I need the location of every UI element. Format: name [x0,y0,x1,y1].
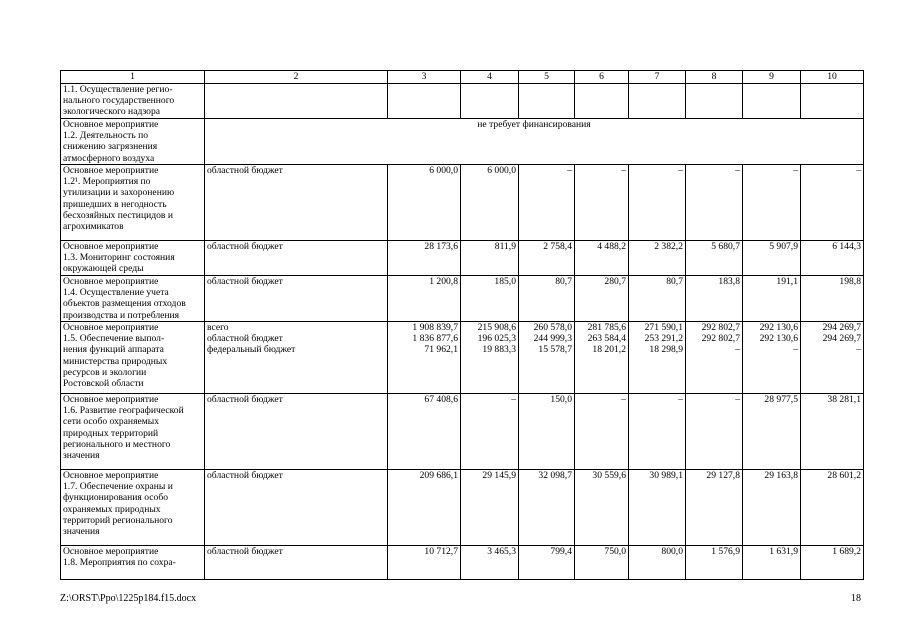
table-header-row [61,71,864,84]
activity-name-cell [61,394,205,470]
activity-name-line: природных территорий [63,427,159,439]
activity-name-cell [61,165,205,241]
merged-note-cell: не требует финансирования [205,119,864,165]
amount-cell [388,276,461,322]
amount-cell [801,322,864,394]
activity-name-cell [61,546,205,580]
amount-cell [629,322,686,394]
amount-value: 750,0 [604,546,626,557]
amount-value: 28 977,5 [764,394,798,405]
amount-value: – [735,165,740,176]
amount-value: – [678,394,683,405]
amount-cell [686,276,743,322]
activity-name-cell [61,276,205,322]
amount-value: 32 098,7 [538,470,572,481]
amount-value: 29 145,9 [482,470,516,481]
activity-name-line: бесхозяйных пестицидов и [63,209,173,221]
column-header: 5 [519,71,575,84]
funding-source-label: всего [207,322,229,333]
table-row [61,546,864,580]
amount-cell [575,84,629,119]
amount-value: 1 689,2 [832,546,861,557]
column-header: 1 [61,71,205,84]
amount-cell [801,276,864,322]
column-header: 4 [461,71,519,84]
activity-name-line: Основное мероприятие [63,394,159,405]
activity-name-line: утилизации и захоронению [63,187,175,199]
amount-cell [519,165,575,241]
column-header: 6 [575,71,629,84]
amount-value: – [621,165,626,176]
activity-name-line: экологического надзора [63,106,161,118]
amount-cell [629,241,686,276]
table-row [61,276,864,322]
amount-value: 80,7 [666,276,683,287]
activity-name-line: охраняемых природных [63,503,161,515]
amount-value: 3 465,3 [487,546,516,557]
amount-value: 294 269,7 [822,322,861,333]
activity-name-line: министерства природных [63,355,168,367]
activity-name-line: ресурсов и экологии [63,366,147,378]
amount-cell [743,394,801,470]
activity-name-line: 1.4. Осуществление учета [63,287,169,299]
amount-cell [801,470,864,546]
amount-cell [743,276,801,322]
amount-cell [519,276,575,322]
amount-value: 2 758,4 [543,241,572,252]
amount-value: 6 000,0 [487,165,516,176]
activity-name-line: значения [63,450,100,462]
amount-cell [686,322,743,394]
amount-value: 215 908,6 [477,322,516,333]
amount-value: 183,8 [718,276,740,287]
amount-value: 799,4 [550,546,572,557]
amount-value: 260 578,0 [533,322,572,333]
amount-cell [575,165,629,241]
funding-source-cell [205,394,388,470]
amount-value: 29 127,8 [706,470,740,481]
amount-value: 1 836 877,6 [412,333,458,345]
column-header: 10 [801,71,864,84]
amount-value: – [856,344,861,356]
activity-name-cell [61,84,205,119]
activity-name-line: Основное мероприятие [63,546,159,557]
amount-cell [575,470,629,546]
amount-cell [801,546,864,580]
amount-cell [519,322,575,394]
amount-value: – [793,165,798,176]
amount-cell [461,394,519,470]
amount-value: 292 802,7 [701,322,740,333]
amount-value: 191,1 [776,276,798,287]
activity-name-line: 1.1. Осуществление регио- [63,84,173,95]
funding-source-label: областной бюджет [207,165,283,176]
funding-source-label: областной бюджет [207,333,283,345]
activity-name-line: Основное мероприятие [63,470,159,481]
table-row [61,119,864,165]
amount-cell [801,84,864,119]
activity-name-line: 1.3. Мониторинг состояния [63,252,175,264]
amount-value: 280,7 [604,276,626,287]
amount-cell [801,394,864,470]
budget-table [60,70,864,580]
funding-source-label: областной бюджет [207,546,283,557]
activity-name-line: Основное мероприятие [63,119,159,130]
funding-source-cell [205,241,388,276]
footer-file-path: Z:\ORST\Ppo\1225p184.f15.docx [60,593,197,604]
amount-cell [629,84,686,119]
amount-value: 185,0 [494,276,516,287]
funding-source-cell [205,546,388,580]
amount-value: 2 382,2 [654,241,683,252]
amount-cell [388,546,461,580]
activity-name-line: агрохимикатов [63,221,124,233]
amount-cell [686,84,743,119]
activity-name-line: Ростовской области [63,378,144,390]
amount-value: – [511,394,516,405]
activity-name-line: Основное мероприятие [63,241,159,252]
amount-cell [743,241,801,276]
amount-cell [575,322,629,394]
funding-source-cell [205,165,388,241]
amount-value: 263 584,4 [587,333,626,345]
amount-value: 198,8 [839,276,861,287]
column-header: 8 [686,71,743,84]
activity-name-line: 1.5. Обеспечение выпол- [63,333,165,345]
amount-cell [743,470,801,546]
amount-cell [461,165,519,241]
activity-name-line: нения функций аппарата [63,344,164,356]
activity-name-cell [61,241,205,276]
amount-value: 800,0 [661,546,683,557]
amount-cell [575,241,629,276]
amount-value: 80,7 [555,276,572,287]
amount-cell [519,241,575,276]
amount-value: 67 408,6 [424,394,458,405]
funding-source-label: областной бюджет [207,470,283,481]
activity-name-line: Основное мероприятие [63,276,159,287]
amount-value: 5 907,9 [769,241,798,252]
table-row [61,84,864,119]
amount-value: 71 962,1 [424,344,458,356]
amount-value: 253 291,2 [644,333,683,345]
activity-name-line: пришедших в негодность [63,198,167,210]
amount-cell [801,241,864,276]
amount-value: 4 488,2 [597,241,626,252]
activity-name-line: атмосферного воздуха [63,152,155,164]
activity-name-line: значения [63,526,100,538]
activity-name-line: 1.7. Обеспечение охраны и [63,481,173,493]
amount-value: – [567,165,572,176]
funding-source-label: областной бюджет [207,394,283,405]
amount-value: – [793,344,798,356]
amount-value: 5 680,7 [711,241,740,252]
amount-cell [461,276,519,322]
amount-value: 38 281,1 [827,394,861,405]
activity-name-line: Основное мероприятие [63,165,159,176]
amount-value: 1 908 839,7 [412,322,458,333]
amount-value: – [856,165,861,176]
amount-cell [686,546,743,580]
activity-name-line: объектов размещения отходов [63,298,186,310]
amount-cell [461,84,519,119]
activity-name-line: 1.2¹. Мероприятия по [63,176,151,188]
activity-name-cell [61,119,205,165]
amount-cell [461,322,519,394]
activity-name-line: Основное мероприятие [63,322,159,333]
funding-source-cell [205,322,388,394]
amount-value: 1 631,9 [769,546,798,557]
amount-cell [575,394,629,470]
amount-value: 30 559,6 [592,470,626,481]
amount-value: 29 163,8 [764,470,798,481]
amount-cell [743,546,801,580]
amount-value: 6 000,0 [429,165,458,176]
amount-cell [629,165,686,241]
amount-cell [686,394,743,470]
amount-cell [743,322,801,394]
amount-cell [388,165,461,241]
activity-name-line: функционирования особо [63,492,169,504]
activity-name-cell [61,322,205,394]
amount-cell [629,394,686,470]
amount-value: – [735,344,740,356]
amount-value: 6 144,3 [832,241,861,252]
activity-name-line: снижению загрязнения [63,141,158,153]
amount-cell [519,546,575,580]
amount-cell [801,165,864,241]
funding-source-label: областной бюджет [207,276,283,287]
amount-cell [388,394,461,470]
amount-cell [388,322,461,394]
amount-cell [629,276,686,322]
amount-value: 209 686,1 [419,470,458,481]
activity-name-line: производства и потребления [63,309,180,321]
amount-value: 244 999,3 [533,333,572,345]
table-row [61,470,864,546]
funding-source-cell [205,276,388,322]
column-header: 3 [388,71,461,84]
activity-name-line: регионального и местного [63,438,171,450]
amount-value: 10 712,7 [424,546,458,557]
amount-cell [461,241,519,276]
amount-value: – [735,394,740,405]
amount-cell [575,546,629,580]
amount-value: 18 298,9 [649,344,683,356]
amount-cell [629,470,686,546]
amount-cell [388,84,461,119]
funding-source-label: областной бюджет [207,241,283,252]
table-row [61,394,864,470]
funding-source-cell [205,84,388,119]
amount-cell [388,241,461,276]
amount-cell [519,394,575,470]
activity-name-line: территорий регионального [63,514,173,526]
amount-value: – [678,165,683,176]
amount-value: 1 576,9 [711,546,740,557]
amount-value: 294 269,7 [822,333,861,345]
amount-cell [461,470,519,546]
amount-value: 28 173,6 [424,241,458,252]
column-header: 9 [743,71,801,84]
amount-value: 292 130,6 [759,322,798,333]
amount-cell [743,84,801,119]
amount-cell [686,241,743,276]
funding-source-label: федеральный бюджет [207,344,296,356]
amount-value: 292 130,6 [759,333,798,345]
column-header: 2 [205,71,388,84]
amount-value: 28 601,2 [827,470,861,481]
activity-name-line: окружающей среды [63,263,144,275]
amount-value: 811,9 [494,241,516,252]
funding-source-cell [205,470,388,546]
amount-cell [461,546,519,580]
amount-cell [743,165,801,241]
activity-name-line: нального государственного [63,95,175,107]
amount-cell [686,470,743,546]
amount-value: 30 989,1 [649,470,683,481]
amount-cell [519,470,575,546]
amount-value: 18 201,2 [592,344,626,356]
amount-cell [388,470,461,546]
amount-value: – [621,394,626,405]
amount-value: 196 025,3 [477,333,516,345]
amount-value: 19 883,3 [482,344,516,356]
amount-value: 1 200,8 [429,276,458,287]
amount-cell [629,546,686,580]
column-header: 7 [629,71,686,84]
amount-cell [519,84,575,119]
amount-value: 281 785,6 [587,322,626,333]
table-row [61,241,864,276]
activity-name-line: сети особо охраняемых [63,416,160,428]
amount-cell [575,276,629,322]
amount-value: 15 578,7 [538,344,572,356]
page-number: 18 [851,593,861,604]
amount-value: 271 590,1 [644,322,683,333]
activity-name-cell [61,470,205,546]
activity-name-line: 1.8. Мероприятия по сохра- [63,557,176,569]
activity-name-line: 1.2. Деятельность по [63,130,149,142]
amount-value: 292 802,7 [701,333,740,345]
amount-value: 150,0 [550,394,572,405]
amount-cell [686,165,743,241]
activity-name-line: 1.6. Развитие географической [63,405,184,417]
table-row [61,165,864,241]
table-row [61,322,864,394]
